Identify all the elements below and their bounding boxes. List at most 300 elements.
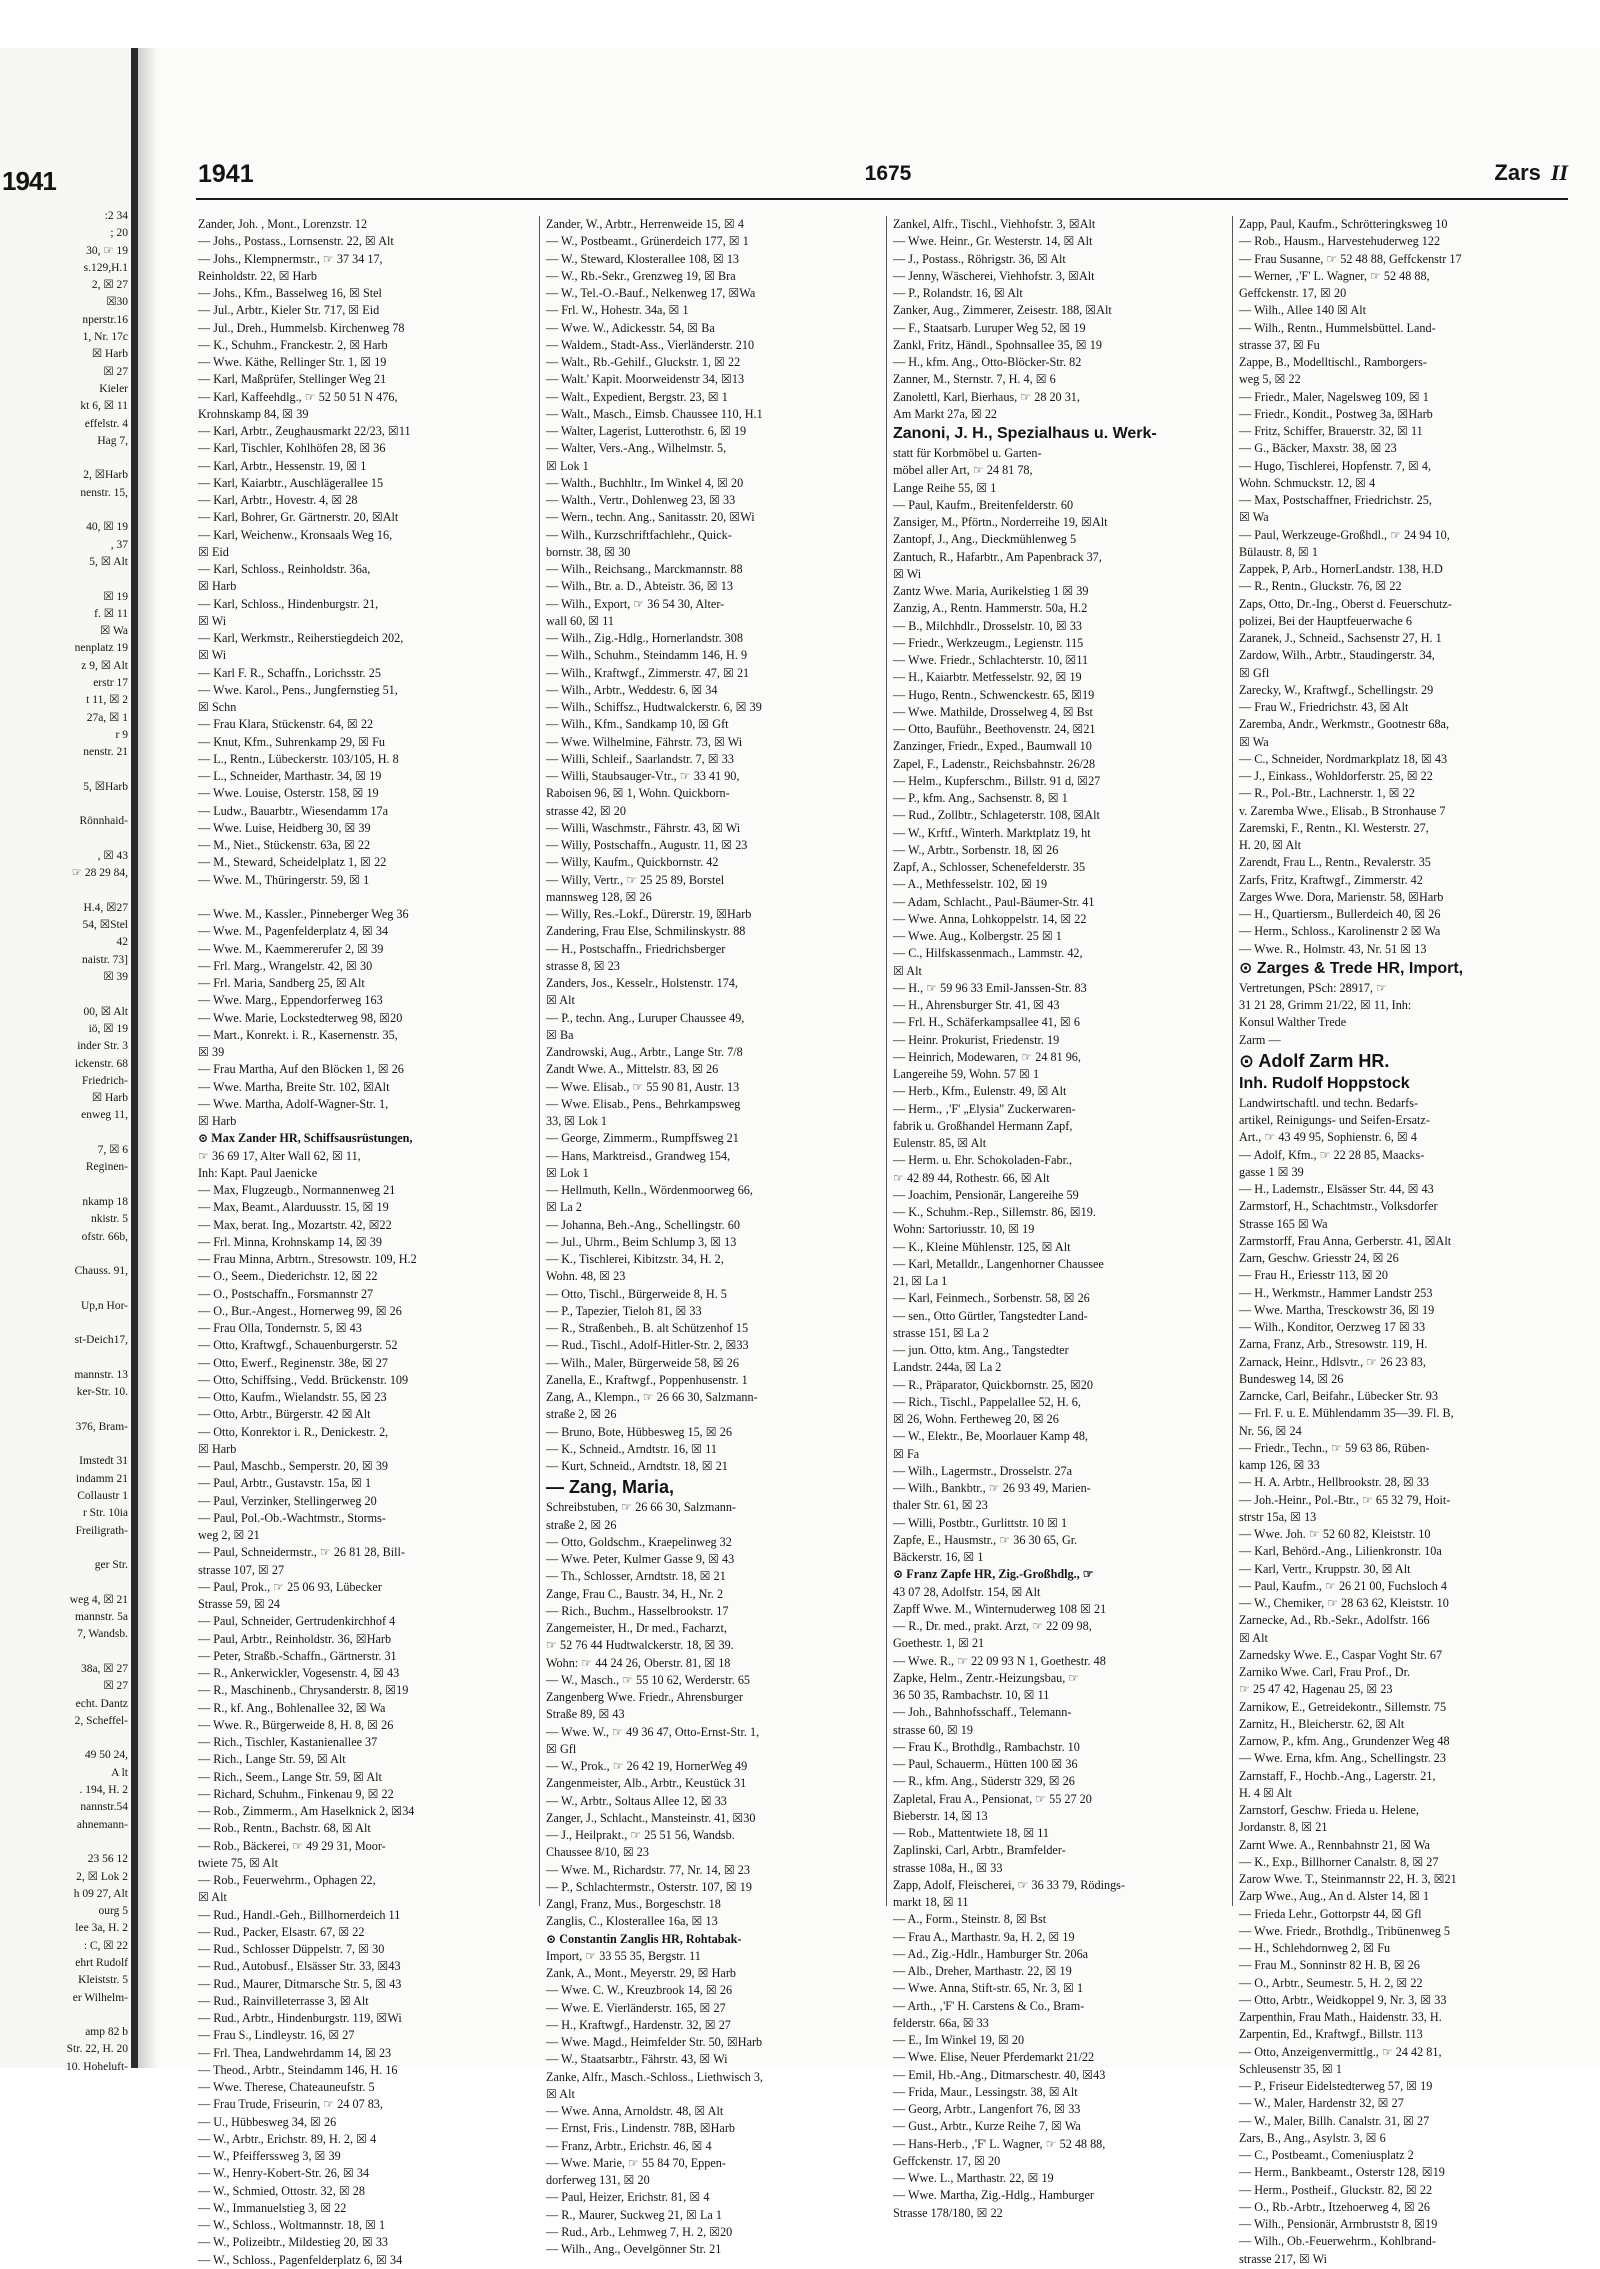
previous-page-line: 10. Hoheluft- — [66, 2060, 128, 2073]
directory-entry: ☒ Gfl — [1239, 665, 1270, 680]
directory-entry: — P., Rolandstr. 16, ☒ Alt — [893, 286, 1023, 300]
directory-entry: strasse 108a, H., ☒ 33 — [893, 1860, 1003, 1875]
directory-entry: — O., Rb.-Arbtr., Itzehoerweg 4, ☒ 26 — [1239, 2199, 1430, 2214]
directory-entry: Zarniko Wwe. Carl, Frau Prof., Dr. — [1239, 1665, 1411, 1679]
directory-entry: — Wwe. C. W., Kreuzbrook 14, ☒ 26 — [546, 1983, 733, 1998]
previous-page-line: ☒30 — [106, 296, 128, 309]
column-1 — [198, 216, 530, 2267]
directory-entry: — Paul, Schneider, Gertrudenkirchhof 4 — [198, 1614, 396, 1629]
directory-entry: — Joachim, Pensionär, Langereihe 59 — [893, 1187, 1079, 1202]
previous-page-line: s.129,H.1 — [83, 261, 128, 274]
directory-entry: ⊙ Constantin Zanglis HR, Rohtabak- — [546, 1931, 742, 1946]
directory-entry: Zantopf, J., Ang., Dieckmühlenweg 5 — [893, 532, 1077, 547]
directory-entry: — W., Pfeifferssweg 3, ☒ 39 — [198, 2149, 341, 2163]
directory-entry: — K., Schuhm., Franckestr. 2, ☒ Harb — [198, 337, 388, 352]
directory-entry: — Wwe. Luise, Heidberg 30, ☒ 39 — [198, 820, 371, 835]
previous-page-line — [0, 1574, 128, 1591]
directory-entry: — Frau Minna, Arbtrn., Stresowstr. 109, H.2 — [198, 1252, 417, 1266]
directory-entry: — Karl, Arbtr., Hovestr. 4, ☒ 28 — [198, 493, 358, 507]
directory-entry: Zarnack, Heinr., Hdlsvtr., ☞ 26 23 83, — [1239, 1354, 1426, 1369]
previous-page-line: r Str. 10ia — [82, 1507, 128, 1520]
directory-entry: — P., techn. Ang., Luruper Chaussee 49, — [546, 1010, 745, 1025]
directory-entry: — Frau Klara, Stückenstr. 64, ☒ 22 — [198, 717, 374, 732]
directory-entry: — W., Masch., ☞ 55 10 62, Werderstr. 65 — [546, 1672, 751, 1687]
directory-entry: — W., Polizeibtr., Mildestieg 20, ☒ 33 — [198, 2235, 389, 2250]
directory-entry: — Rich., Lange Str. 59, ☒ Alt — [198, 1752, 346, 1767]
directory-entry: strasse 217, ☒ Wi — [1239, 2251, 1328, 2266]
directory-entry — [198, 889, 530, 906]
directory-entry: strasse 37, ☒ Fu — [1239, 337, 1320, 352]
directory-entry: — Paul, Arbtr., Gustavstr. 15a, ☒ 1 — [198, 1476, 372, 1491]
directory-entry: v. Zaremba Wwe., Elisab., B Stronhause 7 — [1239, 803, 1446, 818]
directory-entry: polizei, Bei der Hauptfeuerwache 6 — [1239, 613, 1412, 628]
directory-entry: Zarncke, Carl, Beifahr., Lübecker Str. 93 — [1239, 1389, 1438, 1403]
directory-entry: — Heinr. Prokurist, Friedenstr. 19 — [893, 1032, 1060, 1047]
directory-entry: — Walt., Rb.-Gehilf., Gluckstr. 1, ☒ 22 — [546, 355, 741, 369]
previous-page-line: 2, ☒Harb — [83, 469, 128, 482]
running-head — [1494, 160, 1568, 186]
directory-entry: ☒ Harb — [198, 1441, 237, 1456]
directory-entry: Zapf, A., Schlosser, Schenefelderstr. 35 — [893, 860, 1086, 874]
directory-entry: — K., Kleine Mühlenstr. 125, ☒ Alt — [893, 1239, 1071, 1254]
gutter-shadow — [138, 48, 158, 2068]
directory-entry: — Wwe. W., Adickesstr. 54, ☒ Ba — [546, 320, 715, 335]
directory-entry: — Wwe. R., Bürgerweide 8, H. 8, ☒ 26 — [198, 1717, 394, 1732]
directory-entry: — W., Arbtr., Soltaus Allee 12, ☒ 33 — [546, 1793, 727, 1808]
previous-page-line: nannstr.54 — [80, 1801, 128, 1814]
directory-entry: weg 2, ☒ 21 — [198, 1528, 260, 1542]
previous-page-line: Reginen- — [85, 1161, 128, 1174]
directory-entry: — R., kf. Ang., Bohlenallee 32, ☒ Wa — [198, 1700, 386, 1715]
directory-entry: Zars, B., Ang., Asylstr. 3, ☒ 6 — [1239, 2130, 1386, 2145]
directory-entry: Zangl, Franz, Mus., Borgeschstr. 18 — [546, 1897, 721, 1911]
directory-entry: Wohn. 48, ☒ 23 — [546, 1269, 626, 1284]
directory-entry: — Max, Beamt., Alarduusstr. 15, ☒ 19 — [198, 1200, 389, 1215]
directory-entry: Zapke, Helm., Zentr.-Heizungsbau, ☞ — [893, 1670, 1080, 1685]
directory-entry: — Karl, Weichenw., Kronsaals Weg 16, — [198, 527, 393, 542]
directory-entry: — Wilh., Maler, Bürgerweide 58, ☒ 26 — [546, 1355, 739, 1370]
directory-entry: — Rud., Arb., Lehmweg 7, H. 2, ☒20 — [546, 2224, 733, 2239]
directory-entry: — Helm., Kupferschm., Billstr. 91 d, ☒27 — [893, 773, 1101, 788]
directory-entry: — Walter, Lagerist, Lutterothstr. 6, ☒ 19 — [546, 424, 747, 438]
directory-entry: — W., Schmied, Ottostr. 32, ☒ 28 — [198, 2183, 365, 2198]
directory-entry: — Karl, Kaffeehdlg., ☞ 52 50 51 N 476, — [198, 389, 398, 404]
previous-page-line: 40, ☒ 19 — [86, 521, 128, 534]
directory-entry: — Rich., Seem., Lange Str. 59, ☒ Alt — [198, 1769, 382, 1784]
previous-page-line: Imstedt 31 — [79, 1455, 128, 1468]
directory-entry: — R., Maurer, Suckweg 21, ☒ La 1 — [546, 2207, 722, 2222]
directory-entry: — Wilh., Schuhm., Steindamm 146, H. 9 — [546, 648, 748, 663]
scanned-spread — [0, 48, 1600, 2267]
previous-page-line: ahnemann- — [76, 1818, 128, 1831]
directory-entry: — Paul, Kaufm., ☞ 26 21 00, Fuchsloch 4 — [1239, 1578, 1447, 1593]
directory-entry: — Wilh., Ang., Oevelgönner Str. 21 — [546, 2242, 722, 2256]
previous-page-line: nenstr. 21 — [83, 746, 128, 759]
page-header — [198, 156, 1568, 196]
previous-page-line: 49 50 24, — [84, 1749, 128, 1762]
directory-entry: Zander, W., Arbtr., Herrenweide 15, ☒ 4 — [546, 217, 744, 231]
directory-entry: Zarpenthin, Frau Math., Haidenstr. 33, H. — [1239, 2010, 1442, 2024]
directory-page — [158, 48, 1600, 2267]
directory-entry: — Frl. F. u. E. Mühlendamm 35—39. Fl. B, — [1239, 1406, 1454, 1421]
directory-entry: — Wwe. M., Kaemmererufer 2, ☒ 39 — [198, 941, 384, 956]
directory-entry: — Adolf, Kfm., ☞ 22 28 85, Maacks- — [1239, 1147, 1425, 1162]
directory-entry: — Willi, Staubsauger-Vtr., ☞ 33 41 90, — [546, 769, 740, 783]
directory-entry: — W., Chemiker, ☞ 28 63 62, Kleiststr. 10 — [1239, 1596, 1449, 1610]
page-number: 1675 — [864, 162, 912, 185]
previous-page-line: 5, ☒ Alt — [89, 555, 128, 568]
directory-entry: — Wilh., Reichsang., Marckmannstr. 88 — [546, 562, 743, 576]
directory-entry: — Werner, ‚'F' L. Wagner, ☞ 52 48 88, — [1239, 268, 1430, 283]
directory-entry: — W., Schloss., Pagenfelderplatz 6, ☒ 34 — [198, 2252, 403, 2267]
directory-entry: — Wilh., Kurzschriftfachlehr., Quick- — [546, 527, 732, 542]
directory-entry: — P., Schlachtermstr., Osterstr. 107, ☒ 19 — [546, 1879, 752, 1894]
directory-entry: ☒ Alt — [546, 2086, 575, 2101]
directory-entry: — sen., Otto Gürtler, Tangstedter Land- — [893, 1308, 1088, 1323]
previous-page-line: H.4, ☒27 — [83, 901, 128, 914]
directory-entry: möbel aller Art, ☞ 24 81 78, — [893, 463, 1033, 478]
directory-entry: — R., Maschinenb., Chrysanderstr. 8, ☒19 — [198, 1683, 409, 1698]
directory-entry: H. 20, ☒ Alt — [1239, 838, 1302, 852]
directory-entry: — Walth., Vertr., Dohlenweg 23, ☒ 33 — [546, 493, 736, 507]
directory-entry: Straße 89, ☒ 43 — [546, 1707, 625, 1722]
directory-entry: 33, ☒ Lok 1 — [546, 1114, 608, 1128]
directory-entry: Zanke, Alfr., Masch.-Schloss., Liethwisch 3, — [546, 2069, 763, 2084]
directory-entry: — Max, Flugzeugb., Normannenweg 21 — [198, 1183, 396, 1197]
directory-entry: straße 2, ☒ 26 — [546, 1407, 617, 1422]
directory-entry: — R., Pol.-Btr., Lachnerstr. 1, ☒ 22 — [1239, 786, 1415, 801]
directory-entry: — W., Krftf., Winterh. Marktplatz 19, ht — [893, 825, 1091, 840]
previous-page-line: echt. Dantz — [75, 1697, 128, 1710]
directory-entry: — C., Postbeamt., Comeniusplatz 2 — [1239, 2148, 1414, 2162]
previous-page-line — [0, 796, 128, 813]
directory-entry: — O., Bur.-Angest., Hornerweg 99, ☒ 26 — [198, 1303, 402, 1318]
directory-entry: — C., Hilfskassenmach., Lammstr. 42, — [893, 946, 1083, 961]
directory-entry: — Zang, Maria, — [546, 1477, 675, 1498]
directory-entry: — Emil, Hb.-Ang., Ditmarschestr. 40, ☒43 — [893, 2067, 1106, 2082]
previous-page-line: 30, ☞ 19 — [86, 244, 128, 257]
directory-entry: — Wilh., Allee 140 ☒ Alt — [1239, 303, 1367, 318]
directory-entry: — Karl, Schloss., Reinholdstr. 36a, — [198, 562, 371, 576]
directory-entry: strasse 151, ☒ La 2 — [893, 1325, 989, 1340]
directory-entry: — Wwe. E. Vierländerstr. 165, ☒ 27 — [546, 2000, 726, 2015]
header-year: 1941 — [198, 160, 254, 188]
directory-entry: — Theod., Arbtr., Steindamm 146, H. 16 — [198, 2062, 398, 2077]
previous-page-line: ger Str. — [94, 1559, 128, 1572]
directory-entry: — Th., Schlosser, Arndtstr. 18, ☒ 21 — [546, 1569, 726, 1584]
directory-entry: Zarnstorf, Geschw. Frieda u. Helene, — [1239, 1803, 1419, 1817]
previous-page-line: st-Deich17, — [74, 1334, 128, 1347]
column-divider — [539, 216, 540, 1906]
directory-entry: — Frau Trude, Friseurin, ☞ 24 07 83, — [198, 2097, 383, 2112]
directory-entry: ☞ 25 47 42, Hagenau 25, ☒ 23 — [1239, 1682, 1393, 1697]
directory-entry: — Wwe. Erna, kfm. Ang., Schellingstr. 23 — [1239, 1751, 1446, 1766]
directory-entry: — Rob., Mattentwiete 18, ☒ 11 — [893, 1826, 1050, 1840]
directory-entry: — Karl, Feinmech., Sorbenstr. 58, ☒ 26 — [893, 1291, 1090, 1306]
directory-entry: Zansiger, M., Pförtn., Norderreihe 19, ☒Alt — [893, 515, 1108, 529]
previous-page-line: ☒ Harb — [91, 1092, 128, 1105]
directory-entry: — W., Rb.-Sekr., Grenzweg 19, ☒ Bra — [546, 268, 736, 283]
directory-entry: Import, ☞ 33 55 35, Bergstr. 11 — [546, 1948, 701, 1963]
directory-entry: — Frida, Maur., Lessingstr. 38, ☒ Alt — [893, 2084, 1078, 2099]
directory-entry: — J., Heilprakt., ☞ 25 51 56, Wandsb. — [546, 1828, 735, 1842]
previous-page-line: weg 4, ☒ 21 — [69, 1593, 128, 1606]
directory-entry: ☒ Lok 1 — [546, 1165, 589, 1180]
previous-page-line: ☒ 27 — [103, 1680, 128, 1693]
previous-page-line — [0, 2007, 128, 2024]
directory-entry: Zarmstorf, H., Schachtmstr., Volksdorfer — [1239, 1199, 1438, 1214]
previous-page-line: Chauss. 91, — [74, 1265, 128, 1278]
directory-entry: Schleusenstr 35, ☒ 1 — [1239, 2061, 1342, 2076]
directory-entry: — Waldem., Stadt-Ass., Vierländerstr. 210 — [546, 337, 755, 352]
directory-entry: — Herm., Bankbeamt., Osterstr 128, ☒19 — [1239, 2165, 1445, 2180]
directory-entry: ☞ 42 89 44, Rothestr. 66, ☒ Alt — [893, 1170, 1050, 1185]
directory-entry: — Rich., Buchm., Hasselbrookstr. 17 — [546, 1603, 729, 1618]
directory-entry: — Rob., Bäckerei, ☞ 49 29 31, Moor- — [198, 1838, 386, 1853]
directory-entry: Zaplinski, Carl, Arbtr., Bramfelder- — [893, 1843, 1066, 1858]
directory-entry: — Paul, Schneidermstr., ☞ 26 81 28, Bill- — [198, 1545, 405, 1560]
directory-entry: — H., Kaiarbtr. Metfesselstr. 92, ☒ 19 — [893, 670, 1082, 685]
directory-entry: — Wwe. Marie, ☞ 55 84 70, Eppen- — [546, 2155, 726, 2170]
directory-entry: — Hellmuth, Kelln., Wördenmoorweg 66, — [546, 1183, 753, 1197]
directory-entry: Zaranek, J., Schneid., Sachsenstr 27, H. 1 — [1239, 631, 1442, 645]
directory-entry: dorferweg 131, ☒ 20 — [546, 2173, 650, 2187]
directory-entry: — Walth., Buchhltr., Im Winkel 4, ☒ 20 — [546, 475, 744, 490]
directory-entry: — Wwe. R., ☞ 22 09 93 N 1, Goethestr. 48 — [893, 1653, 1106, 1668]
directory-entry: — Rich., Tischler, Kastanienallee 37 — [198, 1735, 378, 1749]
directory-entry: ⊙ Franz Zapfe HR, Zig.-Großhdlg., ☞ — [893, 1567, 1094, 1582]
directory-entry: — Wwe. Aug., Kolbergstr. 25 ☒ 1 — [893, 929, 1062, 943]
directory-entry: ☒ Eid — [198, 544, 229, 559]
directory-entry: — Jul., Arbtr., Kieler Str. 717, ☒ Eid — [198, 303, 380, 318]
directory-entry: Zanzinger, Friedr., Exped., Baumwall 10 — [893, 739, 1092, 754]
previous-page-year: 1941 — [2, 166, 56, 196]
directory-entry: — Frl. Thea, Landwehrdamm 14, ☒ 23 — [198, 2045, 392, 2060]
previous-page-line: ☞ 28 29 84, — [71, 867, 128, 880]
previous-page-line — [0, 986, 128, 1003]
directory-entry: — W., Arbtr., Sorbenstr. 18, ☒ 26 — [893, 842, 1059, 857]
directory-entry: — Willy, Res.-Lokf., Dürerstr. 19, ☒Harb — [546, 907, 752, 921]
previous-page-line — [0, 831, 128, 848]
directory-entry: Zarnecke, Ad., Rb.-Sekr., Adolfstr. 166 — [1239, 1613, 1430, 1628]
directory-entry: — Frl. Minna, Krohnskamp 14, ☒ 39 — [198, 1234, 382, 1249]
directory-entry: — Paul, Prok., ☞ 25 06 93, Lübecker — [198, 1579, 382, 1594]
directory-entry: twiete 75, ☒ Alt — [198, 1855, 278, 1870]
directory-entry: Lange Reihe 55, ☒ 1 — [893, 480, 997, 495]
directory-entry: — Karl, Vertr., Kruppstr. 30, ☒ Alt — [1239, 1561, 1411, 1576]
directory-entry: — Peter, Straßb.-Schaffn., Gärtnerstr. 31 — [198, 1648, 397, 1663]
directory-entry: strasse 8, ☒ 23 — [546, 958, 620, 973]
directory-entry: — George, Zimmerm., Rumpffsweg 21 — [546, 1131, 739, 1146]
directory-entry: — Franz, Arbtr., Erichstr. 46, ☒ 4 — [546, 2138, 712, 2153]
previous-page-line — [0, 1177, 128, 1194]
previous-page-line: Kleiststr. 5 — [78, 1974, 128, 1987]
directory-entry: fabrik u. Großhandel Hermann Zapf, — [893, 1118, 1073, 1133]
directory-entry: — Jul., Dreh., Hummelsb. Kirchenweg 78 — [198, 320, 405, 335]
directory-entry: ☒ Gfl — [546, 1741, 577, 1756]
directory-entry: — H., Quartiersm., Bullerdeich 40, ☒ 26 — [1239, 907, 1441, 921]
directory-entry: — Richard, Schuhm., Finkenau 9, ☒ 22 — [198, 1786, 394, 1801]
directory-entry: — Frau W., Friedrichstr. 43, ☒ Alt — [1239, 700, 1409, 714]
directory-entry: — Otto, Kaufm., Wielandstr. 55, ☒ 23 — [198, 1390, 387, 1404]
directory-entry: Zanner, M., Sternstr. 7, H. 4, ☒ 6 — [893, 372, 1056, 387]
directory-entry: — Hans-Herb., ‚'F' L. Wagner, ☞ 52 48 88, — [893, 2136, 1106, 2151]
directory-entry: — Fritz, Schiffer, Brauerstr. 32, ☒ 11 — [1239, 424, 1423, 438]
directory-entry: — Mart., Konrekt. i. R., Kasernenstr. 35, — [198, 1027, 398, 1042]
directory-entry: — Karl, Metalldr., Langenhorner Chaussee — [893, 1256, 1104, 1271]
directory-entry: Zarnow, P., kfm. Ang., Grundenzer Weg 48 — [1239, 1734, 1450, 1748]
directory-entry: — Hugo, Rentn., Schwenckestr. 65, ☒19 — [893, 687, 1095, 702]
directory-entry: ⊙ Zarges & Trede HR, Import, — [1239, 959, 1464, 977]
directory-entry: — jun. Otto, ktm. Ang., Tangstedter — [893, 1343, 1069, 1357]
directory-entry: — Willi, Waschmstr., Fährstr. 43, ☒ Wi — [546, 820, 741, 835]
previous-page-lines — [0, 208, 132, 2076]
directory-entry: bornstr. 38, ☒ 30 — [546, 544, 631, 559]
previous-page-line: nkamp 18 — [82, 1195, 128, 1208]
directory-entry: — F., Staatsarb. Luruper Weg 52, ☒ 19 — [893, 320, 1086, 335]
directory-entry: Strasse 165 ☒ Wa — [1239, 1216, 1328, 1231]
directory-entry: Zang, A., Klempn., ☞ 26 66 30, Salzmann- — [546, 1390, 758, 1404]
directory-entry: Zandt Wwe. A., Mittelstr. 83, ☒ 26 — [546, 1062, 719, 1077]
previous-page-line: 376, Bram- — [75, 1420, 128, 1433]
directory-entry: — K., Exp., Billhorner Canalstr. 8, ☒ 27 — [1239, 1854, 1439, 1869]
directory-entry: — Wilh., Zig.-Hdlg., Hornerlandstr. 308 — [546, 631, 743, 645]
directory-entry: Zarnt Wwe. A., Rennbahnstr 21, ☒ Wa — [1239, 1837, 1430, 1852]
directory-entry: — Wwe. Anna, Lohkoppelstr. 14, ☒ 22 — [893, 911, 1087, 926]
directory-entry: — Wwe. Friedr., Brothdlg., Tribünenweg 5 — [1239, 1923, 1451, 1938]
directory-entry: — Rob., Zimmerm., Am Haselknick 2, ☒34 — [198, 1804, 415, 1818]
directory-entry: — Wwe. Peter, Kulmer Gasse 9, ☒ 43 — [546, 1552, 735, 1566]
directory-entry: — E., Im Winkel 19, ☒ 20 — [893, 2033, 1025, 2047]
directory-entry: ☒ Harb — [198, 579, 237, 594]
directory-entry: Zarnitz, H., Bleicherstr. 62, ☒ Alt — [1239, 1716, 1405, 1731]
directory-entry: Zapp, Paul, Kaufm., Schrötteringksweg 10 — [1239, 217, 1448, 231]
previous-page-line: mannstr. 13 — [74, 1368, 128, 1381]
directory-entry: — Friedr., Techn., ☞ 59 63 86, Rüben- — [1239, 1440, 1430, 1455]
directory-entry: — A., Form., Steinstr. 8, ☒ Bst — [893, 1912, 1047, 1927]
directory-entry: — Otto, Schiffsing., Vedd. Brückenstr. 109 — [198, 1372, 409, 1387]
directory-entry: Zanzig, A., Rentn. Hammerstr. 50a, H.2 — [893, 601, 1088, 616]
directory-entry: — Wwe. R., Holmstr. 43, Nr. 51 ☒ 13 — [1239, 941, 1427, 956]
directory-entry: — Wilh., Arbtr., Weddestr. 6, ☒ 34 — [546, 682, 718, 697]
directory-entry: Bundesweg 14, ☒ 26 — [1239, 1371, 1344, 1386]
column-4 — [1239, 216, 1571, 2266]
directory-entry: Zanella, E., Kraftwgf., Poppenhusenstr. 1 — [546, 1372, 748, 1387]
directory-entry: Zappe, B., Modelltischl., Ramborgers- — [1239, 355, 1427, 369]
directory-entry: — Herm., ‚'F' „Elysia" Zuckerwaren- — [893, 1101, 1076, 1116]
directory-entry: — W., Prok., ☞ 26 42 19, HornerWeg 49 — [546, 1759, 748, 1773]
directory-entry: — Rud., Tischl., Adolf-Hitler-Str. 2, ☒33 — [546, 1338, 749, 1353]
directory-entry: Reinholdstr. 22, ☒ Harb — [198, 268, 317, 283]
previous-page-line: Hag 7, — [97, 434, 128, 447]
directory-entry: — Paul, Arbtr., Reinholdstr. 36, ☒Harb — [198, 1631, 392, 1646]
directory-entry: — Rob., Feuerwehrm., Ophagen 22, — [198, 1873, 376, 1887]
directory-entry: — H., Werkmstr., Hammer Landstr 253 — [1239, 1285, 1433, 1300]
directory-entry: Zarm — — [1239, 1032, 1281, 1047]
directory-entry: Nr. 56, ☒ 24 — [1239, 1423, 1302, 1438]
directory-entry: — H. A. Arbtr., Hellbrookstr. 28, ☒ 33 — [1239, 1475, 1430, 1490]
directory-entry: — Friedr., Maler, Nagelsweg 109, ☒ 1 — [1239, 389, 1429, 404]
previous-page-line — [0, 571, 128, 588]
directory-entry: — Wwe. Martha, Adolf-Wagner-Str. 1, — [198, 1096, 389, 1111]
directory-entry: — Willi, Postbtr., Gurlittstr. 10 ☒ 1 — [893, 1515, 1068, 1530]
directory-entry: — Wwe. Anna, Stift-str. 65, Nr. 3, ☒ 1 — [893, 1981, 1084, 1996]
directory-entry: — Walter, Vers.-Ang., Wilhelmstr. 5, — [546, 441, 727, 456]
directory-entry: — P., Friseur Eidelstedterweg 57, ☒ 19 — [1239, 2079, 1433, 2093]
directory-entry: — Frau K., Brothdlg., Rambachstr. 10 — [893, 1739, 1080, 1754]
directory-entry: — Paul, Heizer, Erichstr. 81, ☒ 4 — [546, 2190, 710, 2205]
directory-entry: ☒ 26, Wohn. Fertheweg 20, ☒ 26 — [893, 1412, 1059, 1426]
previous-page-line: er Wilhelm- — [72, 1991, 128, 2004]
directory-entry: — H., Ahrensburger Str. 41, ☒ 43 — [893, 998, 1060, 1012]
directory-entry: Landstr. 244a, ☒ La 2 — [893, 1360, 1002, 1375]
directory-entry: — P., kfm. Ang., Sachsenstr. 8, ☒ 1 — [893, 791, 1068, 805]
previous-page-line: 27a, ☒ 1 — [86, 711, 128, 724]
directory-entry: Zarmstorff, Frau Anna, Gerberstr. 41, ☒Alt — [1239, 1233, 1452, 1248]
previous-page-line — [0, 1280, 128, 1297]
directory-entry: — Johs., Postass., Lornsenstr. 22, ☒ Alt — [198, 234, 394, 249]
directory-entry: — H., Kraftwgf., Hardenstr. 32, ☒ 27 — [546, 2017, 731, 2032]
previous-page-line: 5, ☒Harb — [83, 780, 128, 793]
directory-entry: Zarp Wwe., Aug., An d. Alster 14, ☒ 1 — [1239, 1889, 1430, 1904]
directory-entry: ☒ Fa — [893, 1446, 920, 1461]
previous-page-line: effelstr. 4 — [84, 417, 128, 430]
directory-entry: — Otto, Tischl., Bürgerweide 8, H. 5 — [546, 1286, 727, 1301]
directory-entry: — U., Hübbesweg 34, ☒ 26 — [198, 2114, 337, 2129]
directory-entry: — Herm., Schloss., Karolinenstr 2 ☒ Wa — [1239, 924, 1441, 939]
previous-page-line — [0, 1540, 128, 1557]
directory-entry: — Hans, Marktreisd., Grandweg 154, — [546, 1148, 731, 1163]
directory-entry: — Gust., Arbtr., Kurze Reihe 7, ☒ Wa — [893, 2119, 1081, 2134]
directory-entry: — Herb., Kfm., Eulenstr. 49, ☒ Alt — [893, 1084, 1067, 1099]
previous-page-line: erstr 17 — [93, 677, 128, 690]
directory-entry: — O., Postschaffn., Forsmannstr 27 — [198, 1286, 374, 1301]
directory-entry: — Otto, Goldschm., Kraepelinweg 32 — [546, 1534, 732, 1549]
directory-entry: ☒ Ba — [546, 1027, 574, 1042]
previous-page-line: Collaustr 1 — [77, 1489, 128, 1502]
directory-entry: — Willy, Kaufm., Quickbornstr. 42 — [546, 855, 719, 870]
previous-page-line: Friedrich- — [82, 1074, 128, 1087]
directory-entry: — Frau Olla, Tondernstr. 5, ☒ 43 — [198, 1321, 362, 1335]
directory-entry: — M., Steward, Scheidelplatz 1, ☒ 22 — [198, 855, 387, 870]
directory-entry: — K., Schuhm.-Rep., Sillemstr. 86, ☒19. — [893, 1205, 1096, 1219]
directory-entry: Zangemeister, H., Dr med., Facharzt, — [546, 1621, 727, 1635]
running-head-name: Zars — [1494, 160, 1541, 185]
directory-entry: weg 5, ☒ 22 — [1239, 372, 1301, 387]
previous-page-line: : C, ☒ 22 — [83, 1939, 128, 1952]
directory-entry: Zaremba, Andr., Werkmstr., Gootnestr 68a, — [1239, 717, 1449, 732]
directory-entry: — Wilh., Schiffsz., Hudtwalckerstr. 6, ☒ 39 — [546, 700, 762, 714]
previous-page-line: f. ☒ 11 — [94, 607, 128, 620]
directory-entry: — Rud., Arbtr., Hindenburgstr. 119, ☒Wi — [198, 2011, 402, 2025]
previous-page-line: ☒ Wa — [99, 625, 128, 638]
directory-entry: Inh: Kapt. Paul Jaenicke — [198, 1165, 318, 1180]
directory-entry: — K., Schneid., Arndtstr. 16, ☒ 11 — [546, 1441, 717, 1456]
directory-entry: 21, ☒ La 1 — [893, 1274, 948, 1288]
directory-entry: Wohn: ☞ 44 24 26, Oberstr. 81, ☒ 18 — [546, 1655, 731, 1670]
directory-entry: Zangenmeister, Alb., Arbtr., Keustück 31 — [546, 1776, 747, 1791]
directory-entry: — C., Schneider, Nordmarkplatz 18, ☒ 43 — [1239, 751, 1448, 766]
directory-entry: — L., Schneider, Marthastr. 34, ☒ 19 — [198, 769, 382, 783]
directory-entry: Zanglis, C., Klosterallee 16a, ☒ 13 — [546, 1914, 718, 1929]
previous-page-line — [0, 1644, 128, 1661]
directory-entry: Art., ☞ 43 49 95, Sophienstr. 6, ☒ 4 — [1239, 1130, 1417, 1145]
directory-entry: — Wwe. M., Pagenfelderplatz 4, ☒ 34 — [198, 924, 389, 939]
directory-entry: Zank, A., Mont., Meyerstr. 29, ☒ Harb — [546, 1966, 736, 1980]
directory-entry: — Wwe. Martha, Zig.-Hdlg., Hamburger — [893, 2188, 1094, 2203]
directory-entry: — Wwe. Wilhelmine, Fährstr. 73, ☒ Wi — [546, 734, 743, 749]
directory-entry: — R., Rentn., Gluckstr. 76, ☒ 22 — [1239, 579, 1402, 594]
